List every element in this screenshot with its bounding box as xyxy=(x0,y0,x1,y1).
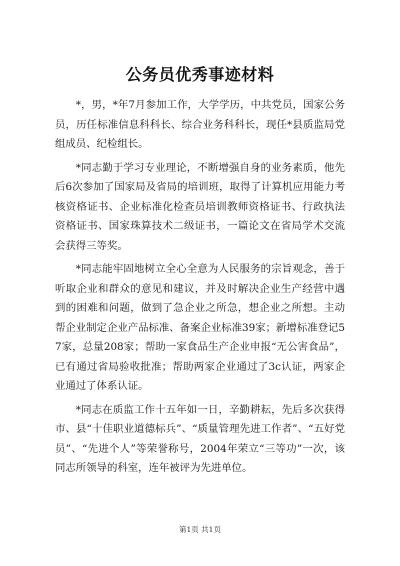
paragraph-study: *同志勤于学习专业理论，不断增强自身的业务素质，他先后6次参加了国家局及省局的培训班，取得了计算机应用能力考核资格证书、企业标准化检查员培训教师资格证书、行政执法资格证书、国家珠算技术二级证书，一篇论文在省局学术交流会获得三等奖。 xyxy=(55,161,345,252)
document-body xyxy=(55,96,345,483)
document-title: 公务员优秀事迹材料 xyxy=(125,65,275,84)
page-footer: 第1页 共1页 xyxy=(179,525,221,534)
paragraph-service: *同志能牢固地树立全心全意为人民服务的宗旨观念，善于听取企业和群众的意见和建议，并及时解决企业生产经营中遇到的困难和问题，做到了急企业之所急，想企业之所想。主动帮企业制定企业产品标准、备案企业标准39家；新增标准登记57家，总量208家；帮助一家食品生产企业申报“无公害食品”，已有通过省局验收批准；帮助两家企业通过了3c认证，两家企业通过了体系认证。 xyxy=(55,263,345,392)
paragraph-honors: *同志在质监工作十五年如一日，辛勤耕耘，先后多次获得市、县“十佳职业道德标兵”、“质量管理先进工作者”、“五好党员”、“先进个人”等荣誉称号，2004年荣立“三等功”一次，该同志所领导的科室，连年被评为先进单位。 xyxy=(55,403,345,474)
paragraph-profile: *，男，*年7月参加工作，大学学历，中共党员，国家公务员，历任标准信息科科长、综合业务科科长，现任*县质监局党组成员、纪检组长。 xyxy=(55,99,345,150)
